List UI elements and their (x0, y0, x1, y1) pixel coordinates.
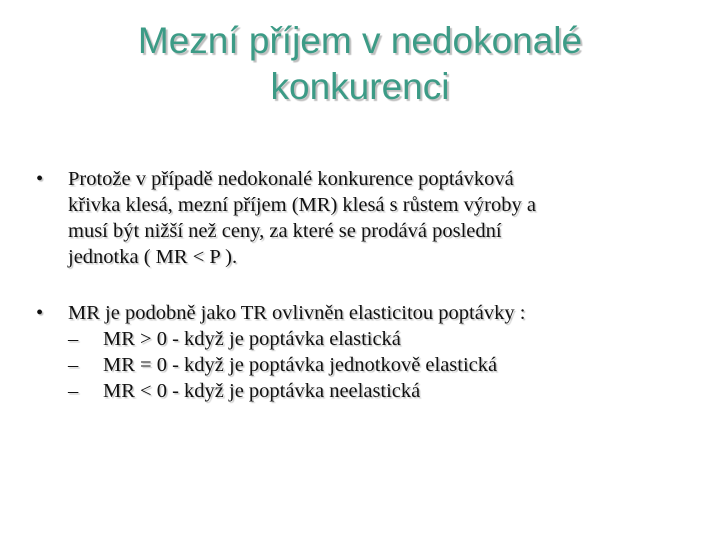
bullet-text-line: Protože v případě nedokonalé konkurence poptávková (68, 168, 514, 190)
sub-item-text: MR > 0 - když je poptávka elastická (103, 328, 401, 350)
sub-item-dash: – (68, 328, 79, 350)
sub-item-3 (36, 378, 686, 404)
bullet-text-line: musí být nižší než ceny, za které se prodává poslední (68, 220, 502, 242)
sub-item-dash: – (68, 354, 79, 376)
bullet-text-line: MR je podobně jako TR ovlivněn elasticitou poptávky : (68, 302, 526, 324)
slide-title-line-2: konkurenci (270, 66, 450, 107)
slide-title (40, 18, 680, 110)
bullet-item-1 (36, 166, 686, 270)
slide-content (36, 166, 686, 404)
slide-title-line-1: Mezní příjem v nedokonalé (137, 20, 583, 61)
bullet-marker: • (36, 302, 44, 324)
sub-item-1 (36, 326, 686, 352)
bullet-item-2 (36, 300, 686, 326)
sub-item-2 (36, 352, 686, 378)
sub-item-dash: – (68, 380, 79, 402)
bullet-marker: • (36, 168, 44, 190)
bullet-text-line: jednotka ( MR < P ). (68, 246, 238, 268)
bullet-text-line: křivka klesá, mezní příjem (MR) klesá s růstem výroby a (68, 194, 536, 216)
sub-item-text: MR < 0 - když je poptávka neelastická (103, 380, 421, 402)
sub-item-text: MR = 0 - když je poptávka jednotkově elastická (103, 354, 498, 376)
